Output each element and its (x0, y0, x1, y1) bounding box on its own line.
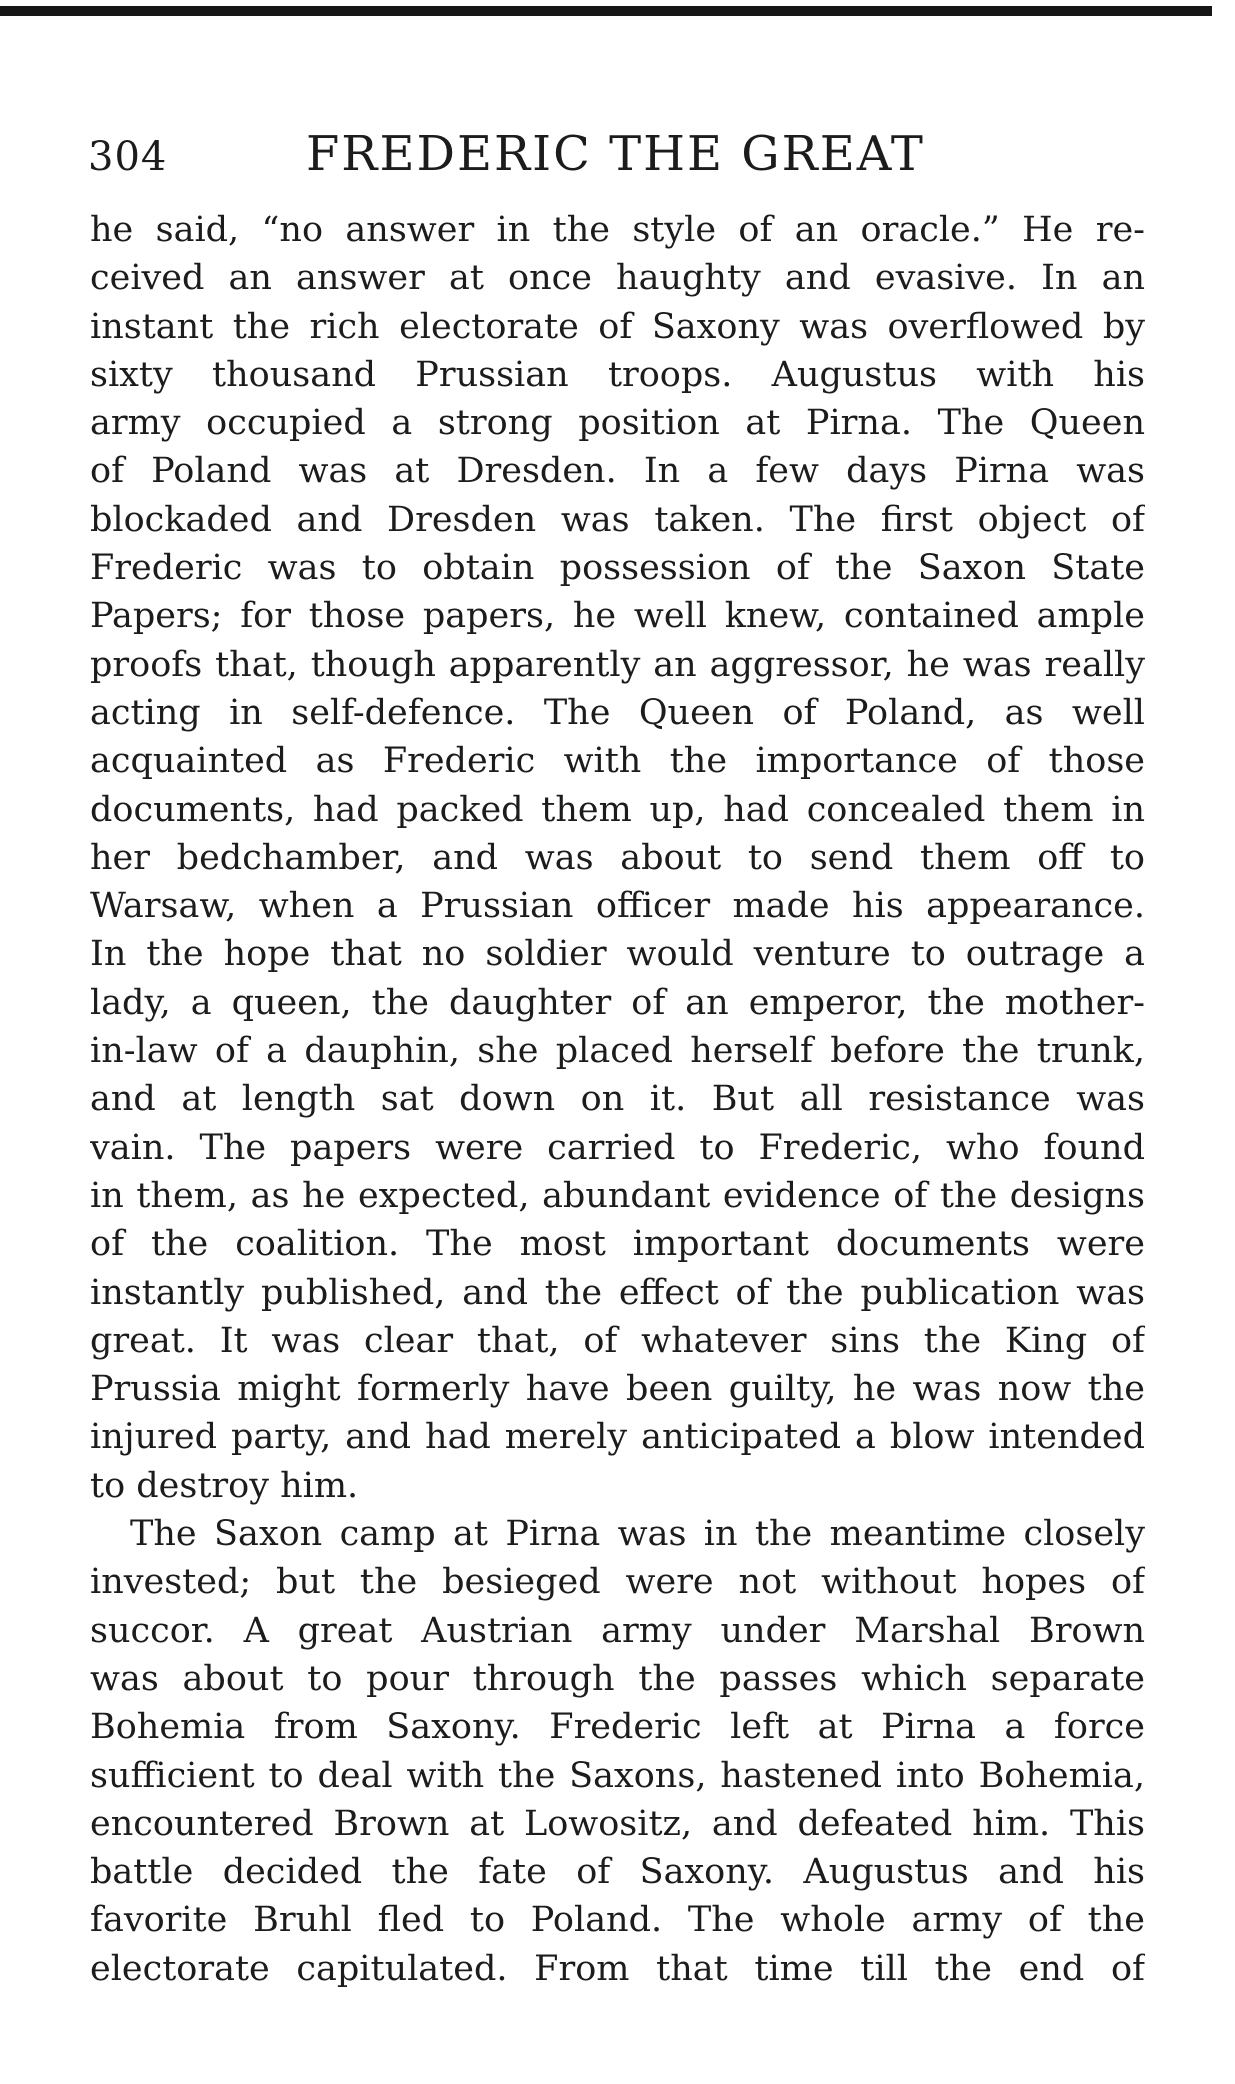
text-line: in-law of a dauphin, she placed herself before the trunk, (90, 1031, 1145, 1072)
paragraph-1 (90, 206, 1145, 1510)
text-line: sixty thousand Prussian troops. Augustus with his (90, 354, 1145, 395)
text-line: Prussia might formerly have been guilty, he was now the (90, 1369, 1145, 1410)
text-line: and at length sat down on it. But all resistance was (90, 1079, 1145, 1120)
text-line: lady, a queen, the daughter of an emperor, the mother- (90, 982, 1145, 1023)
text-line: Frederic was to obtain possession of the Saxon State (90, 548, 1145, 589)
text-line: of Poland was at Dresden. In a few days Pirna was (90, 451, 1145, 492)
text-line: army occupied a strong position at Pirna. The Queen (90, 403, 1145, 444)
text-line: acting in self-defence. The Queen of Poland, as well (90, 692, 1145, 733)
text-line: acquainted as Frederic with the importance of those (90, 741, 1145, 782)
text-line: Warsaw, when a Prussian officer made his appearance. (90, 886, 1145, 927)
text-line: Bohemia from Saxony. Frederic left at Pirna a force (90, 1707, 1145, 1748)
text-line: blockaded and Dresden was taken. The first object of (90, 499, 1145, 540)
text-line: he said, “no answer in the style of an oracle.” He re- (90, 210, 1145, 250)
text-line: sufficient to deal with the Saxons, hastened into Bohemia, (90, 1755, 1145, 1796)
text-line: battle decided the fate of Saxony. Augustus and his (90, 1852, 1145, 1893)
text-line: injured party, and had merely anticipated a blow intended (90, 1417, 1145, 1458)
text-line: documents, had packed them up, had concealed them in (90, 789, 1145, 830)
page-header (88, 126, 1148, 186)
text-line: of the coalition. The most important documents were (90, 1224, 1145, 1265)
running-title: FREDERIC THE GREAT (306, 126, 925, 182)
text-line: was about to pour through the passes which separate (90, 1658, 1145, 1699)
page-number: 304 (88, 134, 168, 180)
text-line: favorite Bruhl fled to Poland. The whole army of the (90, 1900, 1145, 1941)
text-line: great. It was clear that, of whatever sins the King of (90, 1320, 1145, 1361)
body-text (90, 206, 1145, 1993)
top-rule (0, 6, 1212, 16)
text-line: instant the rich electorate of Saxony was overflowed by (90, 306, 1145, 347)
text-line: ceived an answer at once haughty and evasive. In an (90, 258, 1145, 299)
text-line: electorate capitulated. From that time till the end of (90, 1948, 1145, 1989)
text-line: instantly published, and the effect of the publication was (90, 1272, 1145, 1313)
text-line: in them, as he expected, abundant evidence of the designs (90, 1175, 1145, 1216)
text-line: Papers; for those papers, he well knew, contained ample (90, 596, 1145, 637)
text-line: The Saxon camp at Pirna was in the meantime closely (130, 1514, 1145, 1555)
text-line: succor. A great Austrian army under Marshal Brown (90, 1610, 1145, 1651)
text-line: invested; but the besieged were not without hopes of (90, 1562, 1145, 1603)
text-line: proofs that, though apparently an aggressor, he was really (90, 644, 1145, 685)
text-line: In the hope that no soldier would venture to outrage a (90, 934, 1145, 975)
text-line: vain. The papers were carried to Frederic, who found (90, 1127, 1145, 1168)
paragraph-2 (90, 1510, 1145, 1993)
text-line: her bedchamber, and was about to send them off to (90, 837, 1145, 878)
text-line: encountered Brown at Lowositz, and defeated him. This (90, 1803, 1145, 1844)
text-line: to destroy him. (90, 1465, 359, 1506)
